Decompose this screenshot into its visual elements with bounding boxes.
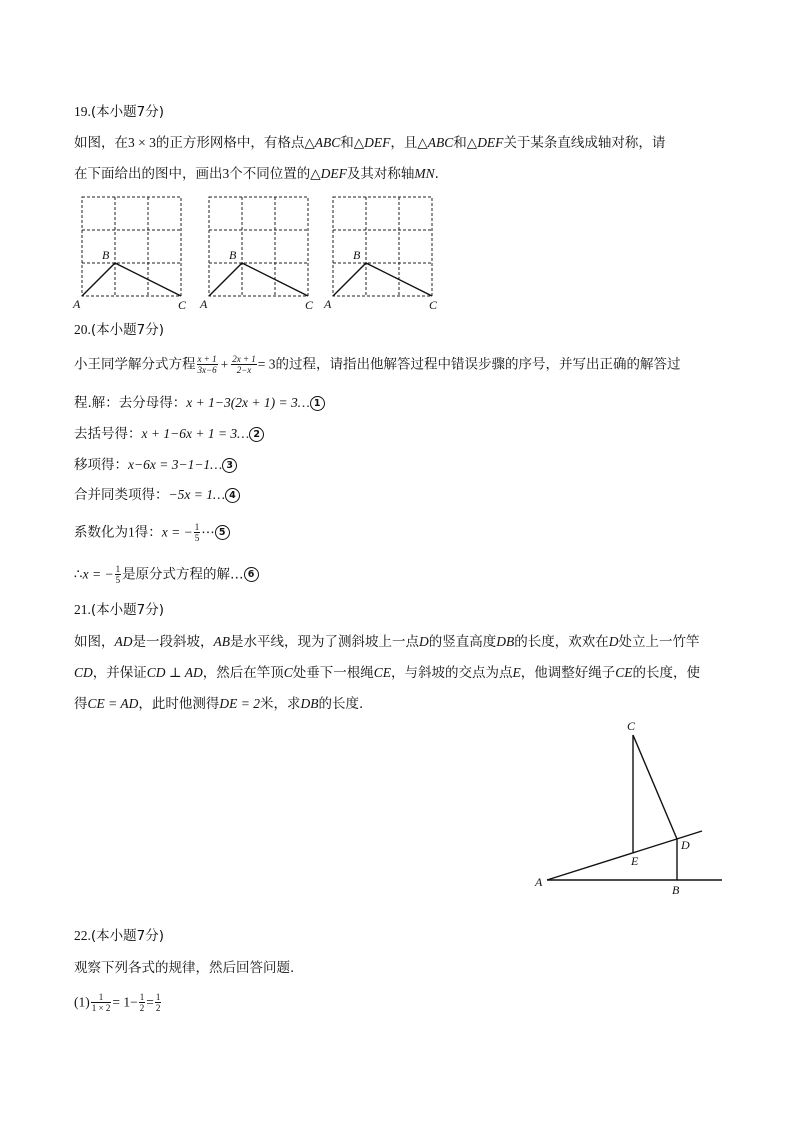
fraction-2 [231, 354, 257, 375]
label-a: A [73, 297, 81, 311]
math-ab: AB [213, 634, 230, 649]
equation-part: = 1− [112, 994, 138, 1010]
q19-number-three: 3 [222, 166, 230, 181]
label-b: B [229, 248, 237, 262]
q20-step-2 [74, 424, 264, 444]
q21-text: 是水平线，现为了测斜坡上一点 [230, 634, 419, 650]
math-ad: AD [114, 634, 133, 649]
math-def: DEF [477, 135, 504, 150]
fraction-step5 [194, 522, 201, 543]
step-marker: 3 [222, 458, 237, 473]
plus-sign: + [220, 356, 229, 372]
item-label: (1) [74, 994, 90, 1010]
q19-text: ，且 [390, 135, 418, 151]
slope-figure [530, 712, 730, 897]
fraction-half-result [155, 992, 162, 1013]
math-d: D [419, 634, 429, 649]
step-label: 移项得： [74, 457, 128, 473]
q20-number: 20. [74, 322, 91, 337]
math-abc: ABC [427, 135, 454, 150]
step-label: 得： [134, 524, 162, 541]
q21-text: ，并保证 [92, 665, 147, 681]
q20-step-5 [74, 522, 230, 543]
fraction-numerator: 1 [139, 992, 145, 1002]
q20-step-3 [74, 455, 237, 475]
math-d: D [608, 634, 619, 649]
slope-line-ad [547, 831, 702, 880]
q20-header [74, 320, 164, 340]
step-expression: x + 1−3(2x + 1) = 3… [186, 395, 310, 410]
q20-text: 小王同学解分式方程 [74, 356, 196, 373]
step-label: 程.解：去分母得： [74, 395, 187, 411]
q22-header [74, 926, 164, 946]
fraction-2-denominator: 2−x [236, 365, 252, 375]
q22-text: 观察下列各式的规律，然后回答问题. [74, 960, 295, 976]
label-a: A [324, 297, 332, 311]
step-expression: x = − [82, 566, 114, 582]
math-abc: ABC [314, 135, 341, 150]
q19-number: 19. [74, 104, 91, 119]
triangle-abc [82, 263, 181, 296]
q20-step-4 [74, 485, 240, 505]
q20-text: 的过程，请指出他解答过程中错误步骤的序号，并写出正确的解答过 [275, 356, 681, 373]
fraction-denominator: 2 [139, 1003, 145, 1013]
fraction-2-numerator: 2x + 1 [232, 354, 256, 364]
math-ce: CE [373, 665, 391, 680]
q21-text: 的竖直高度 [428, 634, 497, 650]
step-expression: x + 1−6x + 1 = 3… [141, 426, 250, 441]
q20-step-6 [74, 564, 259, 585]
step-label: 系数化为 [74, 524, 128, 541]
math-db: DB [300, 696, 319, 711]
q19-period: . [434, 166, 439, 182]
triangle-symbol: △ [304, 135, 315, 151]
point-a-label: A [535, 875, 543, 889]
point-c-label: C [627, 719, 636, 733]
fraction-1-denominator: 3x−6 [197, 365, 217, 375]
q19-line2 [74, 164, 439, 184]
q20-step-1 [74, 393, 325, 413]
q21-line2 [74, 663, 700, 683]
triangle-symbol: △ [353, 135, 365, 151]
equation-rhs: = 3 [257, 356, 276, 372]
step-marker: 4 [225, 488, 240, 503]
q19-score: (本小题7分) [90, 104, 164, 120]
q21-text: 的长度. [318, 696, 364, 712]
equals-sign: = [146, 994, 154, 1010]
q19-text: 和 [340, 135, 354, 151]
math-db: DB [496, 634, 515, 649]
grid-figure-2 [199, 197, 314, 312]
q21-text: 如图， [74, 634, 115, 650]
fraction-numerator: 1 [115, 564, 121, 574]
q22-score: (本小题7分) [90, 928, 164, 944]
q19-header [74, 102, 164, 122]
fraction-1-over-1x2 [91, 992, 112, 1013]
q21-line3 [74, 694, 363, 714]
q21-text: ，然后在竿顶 [202, 665, 284, 681]
fraction-denominator: 5 [194, 533, 200, 543]
q19-grids-figure [0, 190, 794, 340]
q21-score: (本小题7分) [90, 602, 164, 618]
q21-text: 的长度，欢欢在 [514, 634, 609, 650]
math-perpendicular: CD ⊥ AD [146, 665, 203, 680]
step-expression: −5x = 1… [168, 487, 225, 502]
step-marker: 5 [215, 525, 230, 540]
triangle-symbol: △ [310, 166, 321, 182]
q21-text: 是一段斜坡， [132, 634, 214, 650]
math-c: C [283, 665, 293, 680]
q21-text: ，此时他测得 [138, 696, 220, 712]
step-label: 去括号得： [74, 426, 142, 442]
math-ce-eq-ad: CE = AD [87, 696, 139, 711]
q19-text: 如图，在 [74, 135, 128, 151]
point-b-label: B [672, 883, 680, 897]
math-mn: MN [414, 166, 435, 181]
q20-score: (本小题7分) [90, 322, 164, 338]
step-marker: 6 [244, 567, 259, 582]
q19-text: 个不同位置的 [229, 166, 311, 182]
q21-text: 处垂下一根绳 [292, 665, 374, 681]
q21-number: 21. [74, 602, 91, 617]
q20-intro [74, 354, 681, 375]
step-marker: 2 [249, 427, 264, 442]
math-cd: CD [74, 665, 93, 680]
fraction-denominator: 2 [155, 1003, 161, 1013]
grid-size: 3 × 3 [128, 135, 156, 150]
ellipsis: ⋯ [201, 524, 215, 541]
fraction-1-numerator: x + 1 [197, 354, 217, 364]
q21-header [74, 600, 164, 620]
point-d-label: D [681, 838, 690, 852]
fraction-half [139, 992, 146, 1013]
fraction-numerator: 1 [194, 522, 200, 532]
q19-text: 和 [453, 135, 467, 151]
label-a: A [200, 297, 208, 311]
q19-text: 及其对称轴 [346, 166, 415, 182]
pole-cd [633, 735, 677, 839]
q22-number: 22. [74, 928, 91, 943]
q22-intro [74, 958, 294, 978]
math-def: DEF [364, 135, 391, 150]
step-expression: x−6x = 3−1−1… [128, 457, 223, 472]
point-e-label: E [631, 854, 639, 868]
triangle-symbol: △ [417, 135, 428, 151]
fraction-denominator: 5 [115, 575, 121, 585]
grid-figure-3 [323, 197, 438, 312]
triangle-abc [209, 263, 308, 296]
triangle-symbol: △ [466, 135, 478, 151]
grid-figure-1 [72, 197, 187, 312]
q21-text: 处立上一竹竿 [618, 634, 700, 650]
q19-text: 在下面给出的图中，画出 [74, 166, 223, 182]
math-e: E [512, 665, 521, 680]
step-label: 合并同类项得： [74, 487, 169, 503]
step-expression: x = − [161, 524, 193, 540]
q19-text: 的正方形网格中，有格点 [155, 135, 305, 151]
fraction-1 [197, 354, 218, 375]
fraction-step6 [115, 564, 122, 585]
q21-text: ，他调整好绳子 [520, 665, 616, 681]
label-b: B [102, 248, 110, 262]
label-b: B [353, 248, 361, 262]
q21-text: 米，求 [259, 696, 301, 712]
fraction-denominator: 1 × 2 [91, 1003, 111, 1013]
therefore-symbol: ∴ [74, 566, 83, 583]
q22-item-1 [74, 992, 162, 1013]
step-number: 1 [128, 524, 135, 540]
label-c: C [178, 298, 187, 312]
q19-line1 [74, 133, 665, 153]
triangle-abc [333, 263, 432, 296]
fraction-numerator: 1 [155, 992, 161, 1002]
step-marker: 1 [310, 396, 325, 411]
step-label: 是原分式方程的解… [122, 566, 244, 583]
math-def: DEF [320, 166, 347, 181]
math-de-eq: DE = 2 [219, 696, 260, 711]
label-c: C [429, 298, 438, 312]
fraction-numerator: 1 [91, 992, 112, 1003]
math-ce: CE [615, 665, 633, 680]
q21-line1 [74, 632, 700, 652]
q19-text: 关于某条直线成轴对称，请 [503, 135, 666, 151]
q21-text: 得 [74, 696, 88, 712]
q21-text: ，与斜坡的交点为点 [391, 665, 513, 681]
label-c: C [305, 298, 314, 312]
q21-text: 的长度，使 [632, 665, 701, 681]
